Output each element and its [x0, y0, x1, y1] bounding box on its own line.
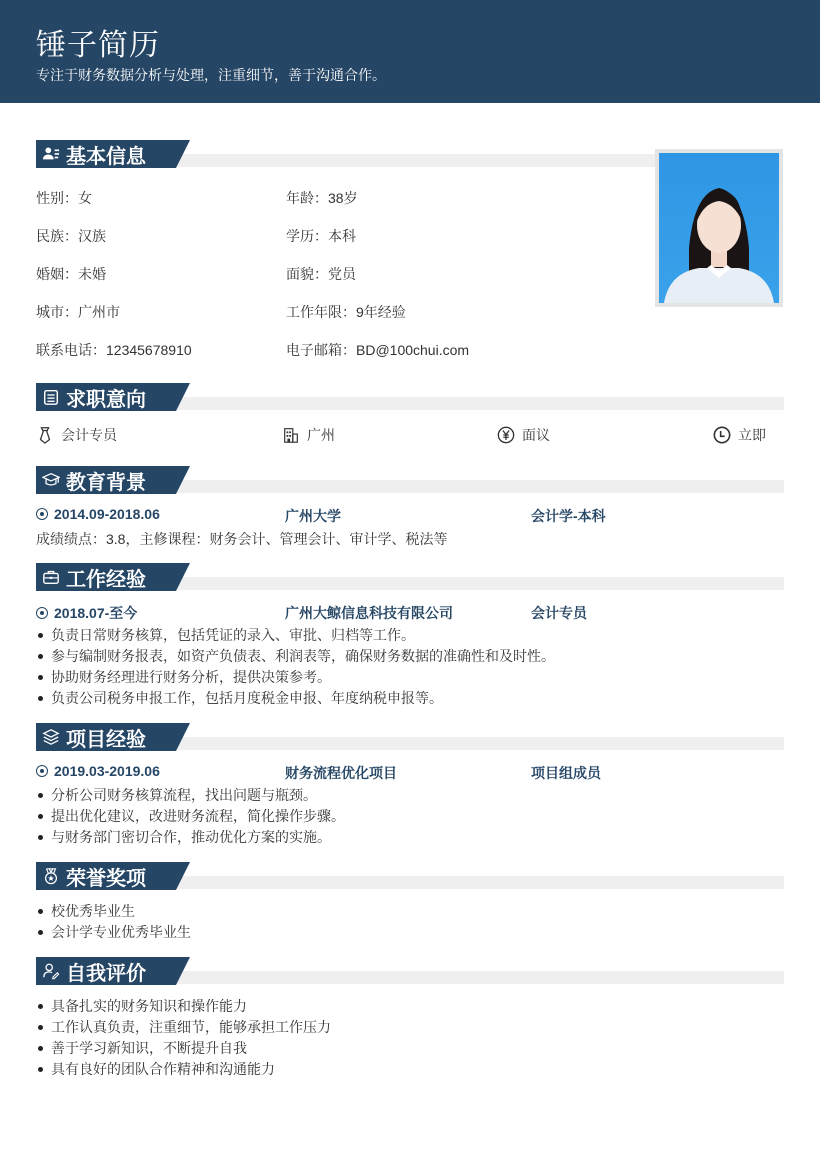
list-item: 善于学习新知识，不断提升自我	[36, 1038, 331, 1059]
intent-availability-text: 立即	[738, 427, 766, 443]
list-item: 具备扎实的财务知识和操作能力	[36, 996, 331, 1017]
section-title-tab	[36, 140, 176, 168]
intent-salary-text: 面议	[522, 427, 550, 443]
tie-icon	[36, 426, 54, 444]
radio-dot-icon	[36, 765, 48, 777]
list-item: 协助财务经理进行财务分析，提供决策参考。	[36, 667, 555, 688]
info-gender: 性别：女	[36, 190, 92, 206]
clock-icon	[713, 426, 731, 444]
clipboard-icon	[40, 386, 62, 408]
education-major: 会计学-本科	[531, 508, 606, 524]
list-item: 分析公司财务核算流程，找出问题与瓶颈。	[36, 785, 345, 806]
project-date-text: 2019.03-2019.06	[54, 763, 160, 779]
work-date	[36, 603, 137, 623]
section-title-tab	[36, 383, 176, 411]
section-title: 荣誉奖项	[66, 867, 146, 890]
section-work	[36, 563, 784, 591]
resume-header	[0, 0, 820, 103]
info-years: 工作年限：9年经验	[286, 304, 406, 320]
info-marital: 婚姻：未婚	[36, 266, 106, 282]
list-item: 负责日常财务核算，包括凭证的录入、审批、归档等工作。	[36, 625, 555, 646]
info-email: 电子邮箱：BD@100chui.com	[286, 342, 470, 358]
info-education: 学历：本科	[286, 228, 356, 244]
section-education	[36, 466, 784, 494]
info-city: 城市：广州市	[36, 304, 120, 320]
intent-salary	[497, 425, 550, 445]
section-title-tab	[36, 957, 176, 985]
intent-city	[282, 425, 335, 445]
work-date-text: 2018.07-至今	[54, 605, 138, 621]
section-title: 自我评价	[66, 962, 146, 985]
list-item: 校优秀毕业生	[36, 901, 191, 922]
list-item: 提出优化建议，改进财务流程，简化操作步骤。	[36, 806, 345, 827]
section-honors	[36, 862, 784, 890]
section-title: 教育背景	[66, 471, 146, 494]
medal-icon	[40, 865, 62, 887]
section-title: 求职意向	[66, 388, 146, 411]
layers-icon	[40, 726, 62, 748]
briefcase-icon	[40, 566, 62, 588]
section-title-tab	[36, 563, 176, 591]
profile-photo-image	[659, 153, 779, 303]
work-role: 会计专员	[531, 605, 587, 621]
info-phone: 联系电话：12345678910	[36, 342, 192, 358]
project-date	[36, 763, 160, 779]
user-edit-icon	[40, 960, 62, 982]
education-detail: 成绩绩点：3.8，主修课程：财务会计、管理会计、审计学、税法等	[36, 531, 448, 547]
intent-position-text: 会计专员	[61, 427, 117, 443]
section-job-intent	[36, 383, 784, 411]
list-item: 具有良好的团队合作精神和沟通能力	[36, 1059, 331, 1080]
education-date	[36, 506, 160, 522]
intent-availability	[713, 425, 766, 445]
section-title: 项目经验	[66, 728, 146, 751]
work-entry-header	[36, 603, 784, 623]
project-items-list	[36, 785, 345, 848]
education-entry-header	[36, 506, 784, 526]
section-title-tab	[36, 723, 176, 751]
graduation-cap-icon	[40, 469, 62, 491]
project-role: 项目组成员	[531, 765, 601, 781]
education-school: 广州大学	[285, 508, 341, 524]
project-entry-header	[36, 763, 784, 783]
honors-list	[36, 901, 191, 943]
work-company: 广州大鲸信息科技有限公司	[285, 605, 453, 621]
profile-photo	[655, 149, 783, 307]
user-card-icon	[40, 143, 62, 165]
list-item: 参与编制财务报表，如资产负债表、利润表等，确保财务数据的准确性和及时性。	[36, 646, 555, 667]
resume-subtitle: 专注于财务数据分析与处理，注重细节，善于沟通合作。	[36, 67, 386, 83]
work-duties-list	[36, 625, 555, 709]
radio-dot-icon	[36, 607, 48, 619]
building-icon	[282, 426, 300, 444]
section-title-tab	[36, 466, 176, 494]
section-title-tab	[36, 862, 176, 890]
project-name: 财务流程优化项目	[285, 765, 397, 781]
resume-title: 锤子简历	[36, 29, 160, 62]
info-age: 年龄：38岁	[286, 190, 358, 206]
self-evaluation-list	[36, 996, 331, 1080]
intent-position	[36, 425, 117, 445]
list-item: 与财务部门密切合作，推动优化方案的实施。	[36, 827, 345, 848]
section-self-evaluation	[36, 957, 784, 985]
intent-city-text: 广州	[307, 427, 335, 443]
education-date-text: 2014.09-2018.06	[54, 506, 160, 522]
section-title: 工作经验	[66, 568, 146, 591]
radio-dot-icon	[36, 508, 48, 520]
list-item: 会计学专业优秀毕业生	[36, 922, 191, 943]
list-item: 工作认真负责，注重细节，能够承担工作压力	[36, 1017, 331, 1038]
section-title: 基本信息	[66, 145, 146, 168]
info-political: 面貌：党员	[286, 266, 356, 282]
yen-icon	[497, 426, 515, 444]
info-ethnicity: 民族：汉族	[36, 228, 106, 244]
list-item: 负责公司税务申报工作，包括月度税金申报、年度纳税申报等。	[36, 688, 555, 709]
section-project	[36, 723, 784, 751]
